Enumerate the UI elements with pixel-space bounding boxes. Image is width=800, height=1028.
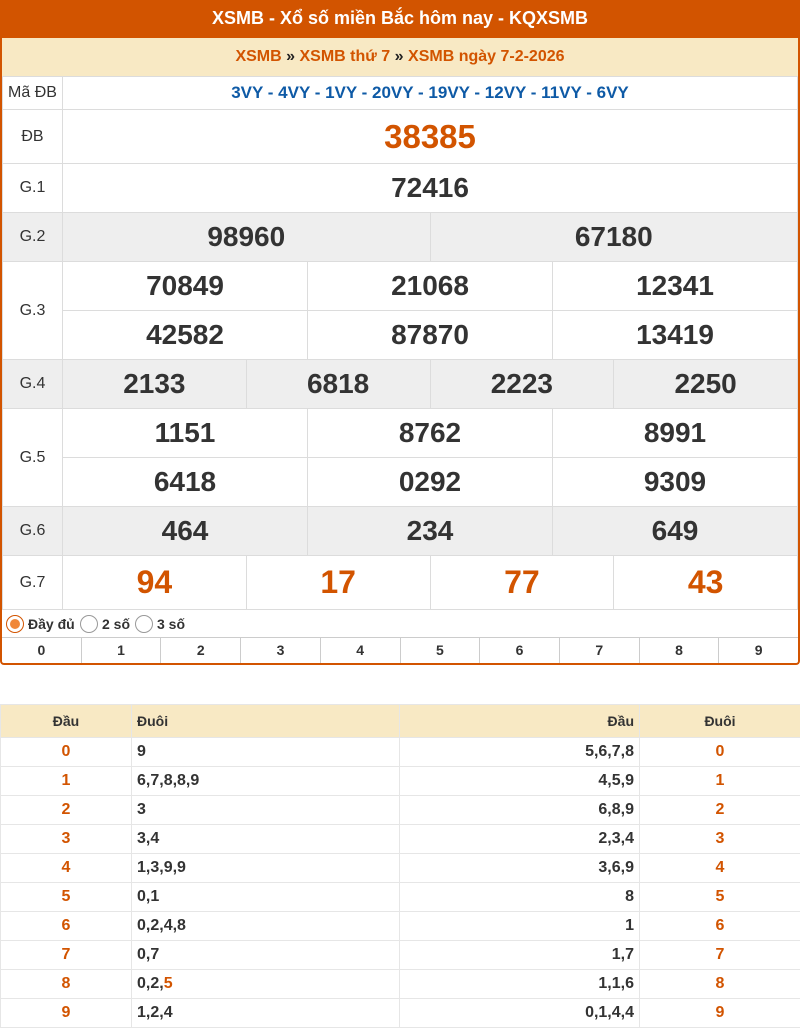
table-row <box>1 999 800 1028</box>
g2-label: G.2 <box>3 213 63 262</box>
tail-list: 1,2,4 <box>132 999 400 1028</box>
table-row <box>1 796 800 825</box>
prize-g3: 70849 <box>63 262 308 311</box>
breadcrumb <box>2 38 798 76</box>
col-dau-rev: Đầu <box>400 705 640 738</box>
col-duoi: Đuôi <box>132 705 400 738</box>
tail-list: 3,4 <box>132 825 400 854</box>
tail-digit: 1 <box>640 767 800 796</box>
page-title: XSMB - Xổ số miền Bắc hôm nay - KQXSMB <box>0 0 800 38</box>
breadcrumb-sep: » <box>395 48 404 65</box>
prize-g6: 464 <box>63 507 308 556</box>
digit-filter-item[interactable]: 8 <box>640 638 720 663</box>
tail-list: 6,7,8,8,9 <box>132 767 400 796</box>
digit-filter-item[interactable]: 2 <box>161 638 241 663</box>
prize-g5: 9309 <box>553 458 798 507</box>
loto-table <box>0 704 800 1028</box>
results-table <box>2 76 798 610</box>
tail-list-text: 0,2, <box>137 975 164 992</box>
breadcrumb-xsmb-thu7[interactable]: XSMB thứ 7 <box>300 48 391 65</box>
prize-g7: 43 <box>614 556 798 610</box>
col-duoi-rev: Đuôi <box>640 705 800 738</box>
option-full-label: Đầy đủ <box>28 616 75 632</box>
prize-g5: 6418 <box>63 458 308 507</box>
prize-g6: 649 <box>553 507 798 556</box>
head-list: 2,3,4 <box>400 825 640 854</box>
tail-list: 0,2,4,8 <box>132 912 400 941</box>
prize-g5: 0292 <box>308 458 553 507</box>
tail-highlight: 5 <box>164 975 173 992</box>
tail-digit: 3 <box>640 825 800 854</box>
display-options <box>2 610 798 638</box>
tail-digit: 2 <box>640 796 800 825</box>
tail-list: 9 <box>132 738 400 767</box>
table-row <box>1 738 800 767</box>
option-three-label: 3 số <box>157 616 185 632</box>
head-list: 8 <box>400 883 640 912</box>
prize-g5: 8762 <box>308 409 553 458</box>
prize-g2: 67180 <box>430 213 798 262</box>
g5-label: G.5 <box>3 409 63 507</box>
prize-g4: 2133 <box>63 360 247 409</box>
g7-label: G.7 <box>3 556 63 610</box>
radio-icon[interactable] <box>135 615 153 633</box>
head-list: 0,1,4,4 <box>400 999 640 1028</box>
prize-db: 38385 <box>63 110 798 164</box>
digit-filter-item[interactable]: 6 <box>480 638 560 663</box>
breadcrumb-xsmb[interactable]: XSMB <box>235 48 281 65</box>
tail-digit: 4 <box>640 854 800 883</box>
tail-list <box>132 970 400 999</box>
prize-g3: 13419 <box>553 311 798 360</box>
head-digit: 7 <box>1 941 132 970</box>
prize-g4: 2223 <box>430 360 614 409</box>
table-row <box>1 854 800 883</box>
tail-digit: 6 <box>640 912 800 941</box>
col-dau: Đầu <box>1 705 132 738</box>
g4-label: G.4 <box>3 360 63 409</box>
table-row <box>1 970 800 999</box>
digit-filter-item[interactable]: 4 <box>321 638 401 663</box>
radio-selected-icon[interactable] <box>6 615 24 633</box>
digit-filter-item[interactable]: 3 <box>241 638 321 663</box>
head-list: 4,5,9 <box>400 767 640 796</box>
head-list: 3,6,9 <box>400 854 640 883</box>
table-row <box>1 883 800 912</box>
tail-digit: 5 <box>640 883 800 912</box>
prize-g3: 87870 <box>308 311 553 360</box>
table-row <box>1 767 800 796</box>
option-two-label: 2 số <box>102 616 130 632</box>
table-row <box>1 825 800 854</box>
prize-g3: 42582 <box>63 311 308 360</box>
digit-filter <box>2 638 798 663</box>
digit-filter-item[interactable]: 1 <box>82 638 162 663</box>
option-two-digits[interactable] <box>80 613 130 635</box>
option-full[interactable] <box>6 613 75 635</box>
digit-filter-item[interactable]: 9 <box>719 638 798 663</box>
tail-digit: 0 <box>640 738 800 767</box>
head-list: 1,7 <box>400 941 640 970</box>
g6-label: G.6 <box>3 507 63 556</box>
head-digit: 8 <box>1 970 132 999</box>
breadcrumb-date[interactable]: XSMB ngày 7-2-2026 <box>408 48 565 65</box>
head-digit: 1 <box>1 767 132 796</box>
tail-digit: 9 <box>640 999 800 1028</box>
table-row <box>1 941 800 970</box>
head-list: 1 <box>400 912 640 941</box>
head-list: 5,6,7,8 <box>400 738 640 767</box>
head-digit: 9 <box>1 999 132 1028</box>
prize-g3: 21068 <box>308 262 553 311</box>
g1-label: G.1 <box>3 164 63 213</box>
head-list: 1,1,6 <box>400 970 640 999</box>
head-list: 6,8,9 <box>400 796 640 825</box>
prize-g4: 2250 <box>614 360 798 409</box>
table-row <box>1 912 800 941</box>
g3-label: G.3 <box>3 262 63 360</box>
tail-list: 0,1 <box>132 883 400 912</box>
ma-db-value: 3VY - 4VY - 1VY - 20VY - 19VY - 12VY - 11VY - 6VY <box>63 77 798 110</box>
head-digit: 5 <box>1 883 132 912</box>
prize-g2: 98960 <box>63 213 431 262</box>
head-digit: 6 <box>1 912 132 941</box>
prize-g4: 6818 <box>246 360 430 409</box>
prize-g7: 94 <box>63 556 247 610</box>
tail-list: 0,7 <box>132 941 400 970</box>
digit-filter-item[interactable]: 5 <box>401 638 481 663</box>
head-digit: 3 <box>1 825 132 854</box>
head-digit: 4 <box>1 854 132 883</box>
option-three-digits[interactable] <box>135 613 185 635</box>
prize-g5: 8991 <box>553 409 798 458</box>
ma-db-label: Mã ĐB <box>3 77 63 110</box>
digit-filter-item[interactable]: 7 <box>560 638 640 663</box>
tail-list: 3 <box>132 796 400 825</box>
breadcrumb-sep: » <box>286 48 295 65</box>
prize-g7: 17 <box>246 556 430 610</box>
prize-g5: 1151 <box>63 409 308 458</box>
tail-digit: 8 <box>640 970 800 999</box>
head-digit: 2 <box>1 796 132 825</box>
tail-digit: 7 <box>640 941 800 970</box>
db-label: ĐB <box>3 110 63 164</box>
prize-g1: 72416 <box>63 164 798 213</box>
digit-filter-item[interactable]: 0 <box>2 638 82 663</box>
radio-icon[interactable] <box>80 615 98 633</box>
head-digit: 0 <box>1 738 132 767</box>
prize-g7: 77 <box>430 556 614 610</box>
prize-g3: 12341 <box>553 262 798 311</box>
prize-g6: 234 <box>308 507 553 556</box>
tail-list: 1,3,9,9 <box>132 854 400 883</box>
